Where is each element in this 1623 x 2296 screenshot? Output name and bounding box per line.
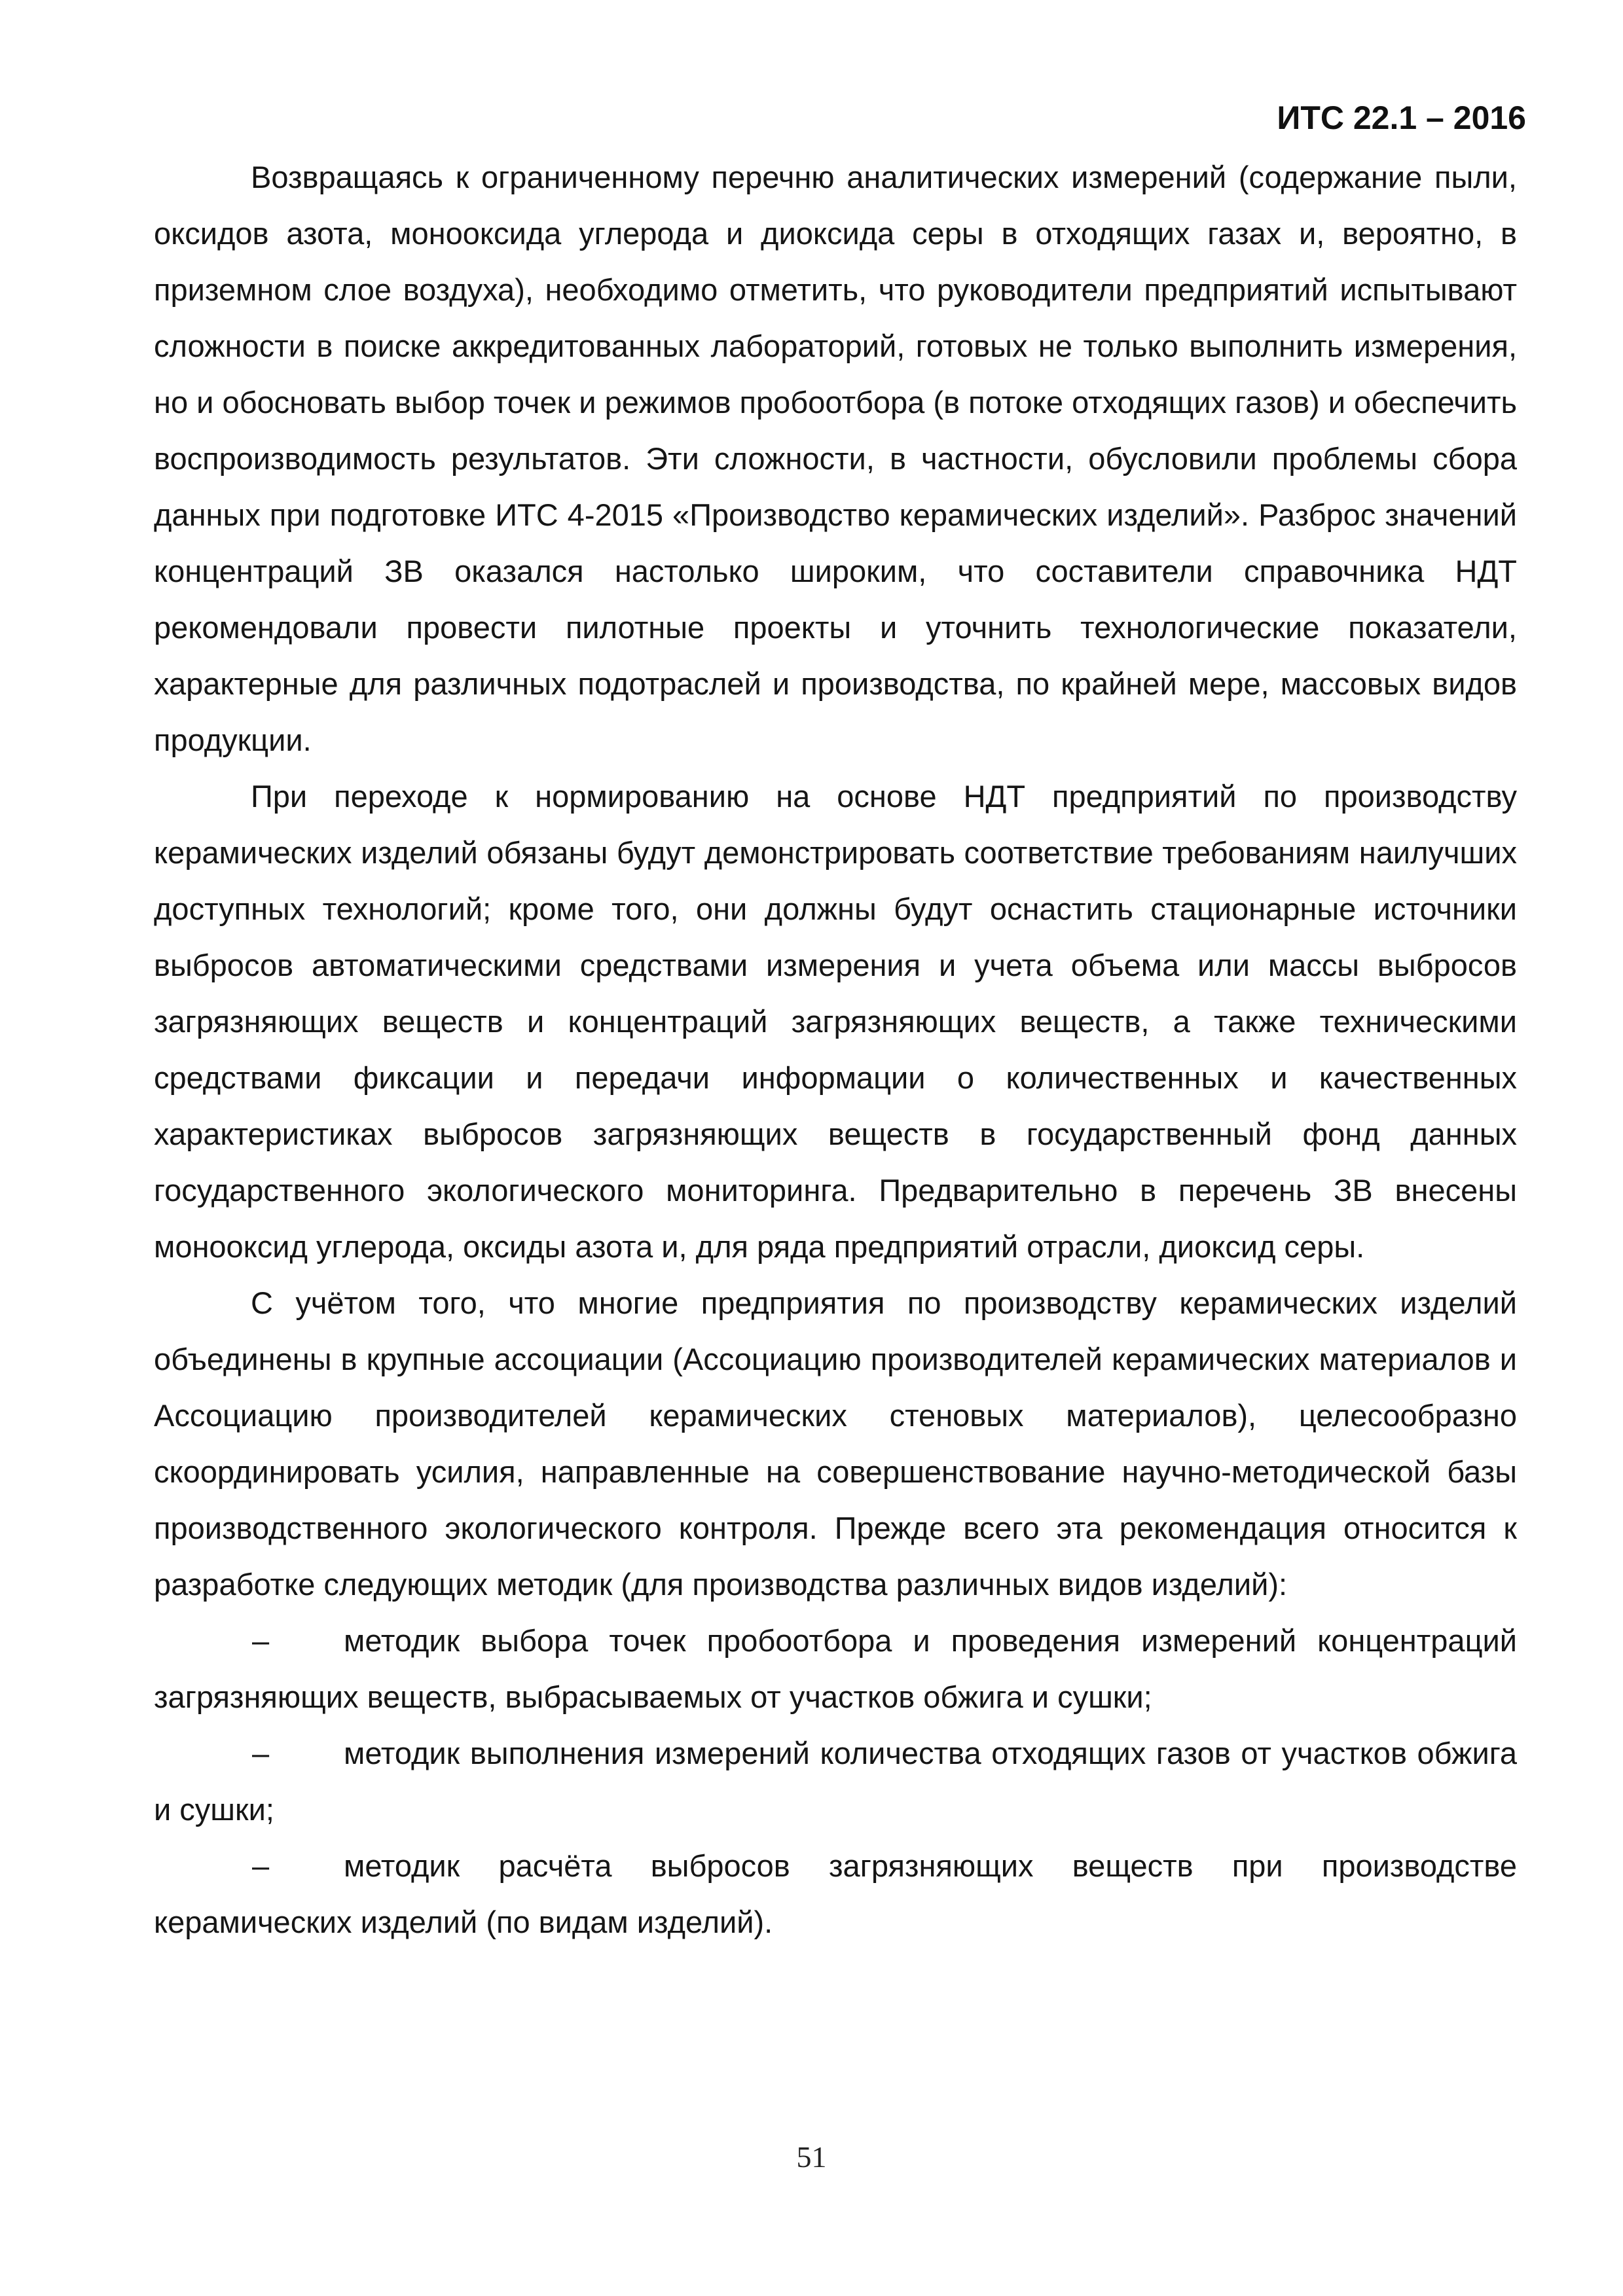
- list-item-text: методик расчёта выбросов загрязняющих веществ при производстве керамических изделий (по видам изделий).: [154, 1848, 1517, 1939]
- list-item: [154, 1725, 1517, 1838]
- paragraph-1: Возвращаясь к ограниченному перечню аналитических измерений (содержание пыли, оксидов азота, монооксида углерода и диоксида серы в отходящих газах и, вероятно, в приземном слое воздуха), необходимо отметить, что руководители предприятий испытывают сложности в поиске аккредитованных лабораторий, готовых не только выполнить измерения, но и обосновать выбор точек и режимов пробоотбора (в потоке отходящих газов) и обеспечить воспроизводимость результатов. Эти сложности, в частности, обусловили проблемы сбора данных при подготовке ИТС 4-2015 «Производство керамических изделий». Разброс значений концентраций ЗВ оказался настолько широким, что составители справочника НДТ рекомендовали провести пилотные проекты и уточнить технологические показатели, характерные для различных подотраслей и производства, по крайней мере, массовых видов продукции.: [154, 160, 1517, 757]
- paragraph-3: С учётом того, что многие предприятия по производству керамических изделий объединены в крупные ассоциации (Ассоциацию производителей керамических материалов и Ассоциацию производителей керамических стеновых материалов), целесообразно скоординировать усилия, направленные на совершенствование научно-методической базы производственного экологического контроля. Прежде всего эта рекомендация относится к разработке следующих методик (для производства различных видов изделий):: [154, 1285, 1517, 1602]
- list-item: [154, 1613, 1517, 1725]
- page-number: 51: [796, 2140, 827, 2174]
- paragraph-2: При переходе к нормированию на основе НДТ предприятий по производству керамических изделий обязаны будут демонстрировать соответствие требованиям наилучших доступных технологий; кроме того, они должны будут оснастить стационарные источники выбросов автоматическими средствами измерения и учета объема или массы выбросов загрязняющих веществ и концентраций загрязняющих веществ, а также техническими средствами фиксации и передачи информации о количественных и качественных характеристиках выбросов загрязняющих веществ в государственный фонд данных государственного экологического мониторинга. Предварительно в перечень ЗВ внесены монооксид углерода, оксиды азота и, для ряда предприятий отрасли, диоксид серы.: [154, 779, 1517, 1264]
- list-dash: –: [252, 1623, 270, 1658]
- list-dash: –: [252, 1848, 270, 1883]
- list-item-text: методик выполнения измерений количества отходящих газов от участков обжига и сушки;: [154, 1736, 1517, 1827]
- body-text: [154, 149, 1517, 1950]
- list-item: [154, 1838, 1517, 1950]
- list-dash: –: [252, 1736, 270, 1770]
- document-id-header: ИТС 22.1 – 2016: [1277, 99, 1526, 136]
- list-item-text: методик выбора точек пробоотбора и проведения измерений концентраций загрязняющих веществ, выбрасываемых от участков обжига и сушки;: [154, 1623, 1517, 1714]
